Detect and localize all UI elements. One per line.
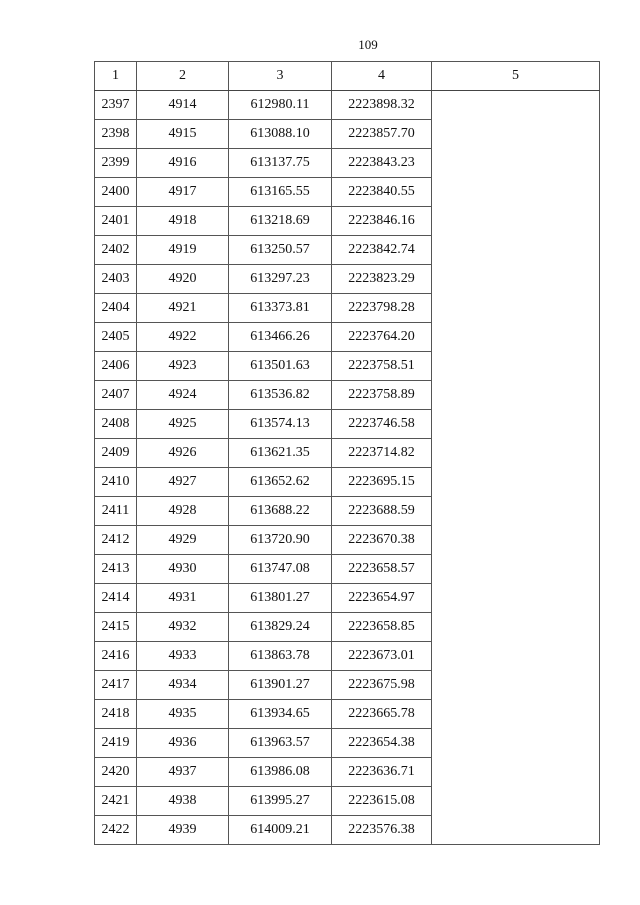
table-cell-col-4: 2223758.51 bbox=[332, 352, 432, 381]
table-cell-col-3: 613250.57 bbox=[229, 236, 332, 265]
table-cell-col-4: 2223846.16 bbox=[332, 207, 432, 236]
table-cell-col-3: 613218.69 bbox=[229, 207, 332, 236]
column-header-2: 2 bbox=[137, 62, 229, 91]
table-cell-col-2: 4932 bbox=[137, 613, 229, 642]
table-cell-col-4: 2223675.98 bbox=[332, 671, 432, 700]
table-cell-col-4: 2223670.38 bbox=[332, 526, 432, 555]
table-cell-col-1: 2402 bbox=[95, 236, 137, 265]
table-cell-col-1: 2418 bbox=[95, 700, 137, 729]
table-cell-col-2: 4920 bbox=[137, 265, 229, 294]
table-cell-col-5 bbox=[432, 91, 600, 845]
column-header-4: 4 bbox=[332, 62, 432, 91]
table-cell-col-2: 4931 bbox=[137, 584, 229, 613]
table-cell-col-1: 2398 bbox=[95, 120, 137, 149]
table-cell-col-1: 2421 bbox=[95, 787, 137, 816]
table-header bbox=[95, 62, 600, 91]
table-cell-col-2: 4917 bbox=[137, 178, 229, 207]
table-cell-col-2: 4924 bbox=[137, 381, 229, 410]
table-cell-col-1: 2414 bbox=[95, 584, 137, 613]
page-number: 109 bbox=[358, 37, 378, 52]
table-cell-col-3: 613986.08 bbox=[229, 758, 332, 787]
table-cell-col-3: 613801.27 bbox=[229, 584, 332, 613]
table-cell-col-2: 4923 bbox=[137, 352, 229, 381]
table-cell-col-1: 2399 bbox=[95, 149, 137, 178]
table-cell-col-1: 2412 bbox=[95, 526, 137, 555]
table-cell-col-2: 4934 bbox=[137, 671, 229, 700]
table-cell-col-3: 612980.11 bbox=[229, 91, 332, 120]
table-cell-col-1: 2415 bbox=[95, 613, 137, 642]
table-cell-col-3: 613501.63 bbox=[229, 352, 332, 381]
header-row bbox=[95, 62, 600, 91]
table-cell-col-3: 613137.75 bbox=[229, 149, 332, 178]
coordinates-table bbox=[94, 61, 600, 845]
table-cell-col-2: 4937 bbox=[137, 758, 229, 787]
table-cell-col-2: 4914 bbox=[137, 91, 229, 120]
table-cell-col-3: 613652.62 bbox=[229, 468, 332, 497]
table-cell-col-3: 613088.10 bbox=[229, 120, 332, 149]
table-cell-col-4: 2223758.89 bbox=[332, 381, 432, 410]
table-cell-col-1: 2406 bbox=[95, 352, 137, 381]
table-cell-col-4: 2223842.74 bbox=[332, 236, 432, 265]
column-header-3: 3 bbox=[229, 62, 332, 91]
table-cell-col-2: 4938 bbox=[137, 787, 229, 816]
table-cell-col-3: 613621.35 bbox=[229, 439, 332, 468]
table-cell-col-4: 2223673.01 bbox=[332, 642, 432, 671]
table-cell-col-4: 2223714.82 bbox=[332, 439, 432, 468]
table-cell-col-3: 613536.82 bbox=[229, 381, 332, 410]
table-cell-col-4: 2223857.70 bbox=[332, 120, 432, 149]
table-cell-col-2: 4928 bbox=[137, 497, 229, 526]
table-cell-col-2: 4939 bbox=[137, 816, 229, 845]
table-cell-col-3: 614009.21 bbox=[229, 816, 332, 845]
table-cell-col-2: 4933 bbox=[137, 642, 229, 671]
table-cell-col-3: 613863.78 bbox=[229, 642, 332, 671]
table-cell-col-3: 613901.27 bbox=[229, 671, 332, 700]
table-cell-col-3: 613747.08 bbox=[229, 555, 332, 584]
table-cell-col-4: 2223576.38 bbox=[332, 816, 432, 845]
table-body bbox=[95, 91, 600, 845]
table-cell-col-1: 2401 bbox=[95, 207, 137, 236]
table-cell-col-4: 2223746.58 bbox=[332, 410, 432, 439]
table-cell-col-1: 2403 bbox=[95, 265, 137, 294]
table-cell-col-4: 2223665.78 bbox=[332, 700, 432, 729]
table-cell-col-4: 2223658.85 bbox=[332, 613, 432, 642]
table-cell-col-3: 613373.81 bbox=[229, 294, 332, 323]
table-cell-col-4: 2223695.15 bbox=[332, 468, 432, 497]
table-cell-col-2: 4936 bbox=[137, 729, 229, 758]
table-cell-col-4: 2223658.57 bbox=[332, 555, 432, 584]
table-cell-col-1: 2397 bbox=[95, 91, 137, 120]
table-row bbox=[95, 91, 600, 120]
table-cell-col-1: 2400 bbox=[95, 178, 137, 207]
table-cell-col-4: 2223840.55 bbox=[332, 178, 432, 207]
table-cell-col-3: 613165.55 bbox=[229, 178, 332, 207]
table-cell-col-1: 2404 bbox=[95, 294, 137, 323]
table-cell-col-2: 4918 bbox=[137, 207, 229, 236]
table-cell-col-2: 4929 bbox=[137, 526, 229, 555]
table-cell-col-4: 2223688.59 bbox=[332, 497, 432, 526]
table-cell-col-1: 2420 bbox=[95, 758, 137, 787]
table-cell-col-2: 4915 bbox=[137, 120, 229, 149]
column-header-5: 5 bbox=[432, 62, 600, 91]
table-cell-col-2: 4926 bbox=[137, 439, 229, 468]
table-cell-col-1: 2405 bbox=[95, 323, 137, 352]
table-cell-col-3: 613720.90 bbox=[229, 526, 332, 555]
table-cell-col-4: 2223615.08 bbox=[332, 787, 432, 816]
table-cell-col-4: 2223654.97 bbox=[332, 584, 432, 613]
table-cell-col-1: 2417 bbox=[95, 671, 137, 700]
table-cell-col-2: 4922 bbox=[137, 323, 229, 352]
table-cell-col-1: 2408 bbox=[95, 410, 137, 439]
table-cell-col-3: 613688.22 bbox=[229, 497, 332, 526]
column-header-1: 1 bbox=[95, 62, 137, 91]
table-cell-col-3: 613829.24 bbox=[229, 613, 332, 642]
table-cell-col-3: 613963.57 bbox=[229, 729, 332, 758]
table-cell-col-2: 4927 bbox=[137, 468, 229, 497]
table-cell-col-4: 2223654.38 bbox=[332, 729, 432, 758]
table-cell-col-2: 4930 bbox=[137, 555, 229, 584]
table-cell-col-1: 2410 bbox=[95, 468, 137, 497]
table-cell-col-4: 2223636.71 bbox=[332, 758, 432, 787]
table-cell-col-4: 2223823.29 bbox=[332, 265, 432, 294]
table-cell-col-4: 2223843.23 bbox=[332, 149, 432, 178]
table-cell-col-1: 2409 bbox=[95, 439, 137, 468]
table-cell-col-2: 4916 bbox=[137, 149, 229, 178]
table-cell-col-2: 4919 bbox=[137, 236, 229, 265]
table-cell-col-2: 4925 bbox=[137, 410, 229, 439]
table-cell-col-4: 2223764.20 bbox=[332, 323, 432, 352]
table-cell-col-1: 2422 bbox=[95, 816, 137, 845]
table-cell-col-3: 613297.23 bbox=[229, 265, 332, 294]
table-cell-col-1: 2416 bbox=[95, 642, 137, 671]
table-cell-col-3: 613466.26 bbox=[229, 323, 332, 352]
table-cell-col-2: 4935 bbox=[137, 700, 229, 729]
table-cell-col-3: 613995.27 bbox=[229, 787, 332, 816]
table-cell-col-4: 2223798.28 bbox=[332, 294, 432, 323]
table-cell-col-1: 2413 bbox=[95, 555, 137, 584]
table-cell-col-1: 2419 bbox=[95, 729, 137, 758]
table-cell-col-4: 2223898.32 bbox=[332, 91, 432, 120]
table-cell-col-1: 2407 bbox=[95, 381, 137, 410]
table-cell-col-3: 613574.13 bbox=[229, 410, 332, 439]
table-cell-col-2: 4921 bbox=[137, 294, 229, 323]
table-cell-col-1: 2411 bbox=[95, 497, 137, 526]
table-cell-col-3: 613934.65 bbox=[229, 700, 332, 729]
